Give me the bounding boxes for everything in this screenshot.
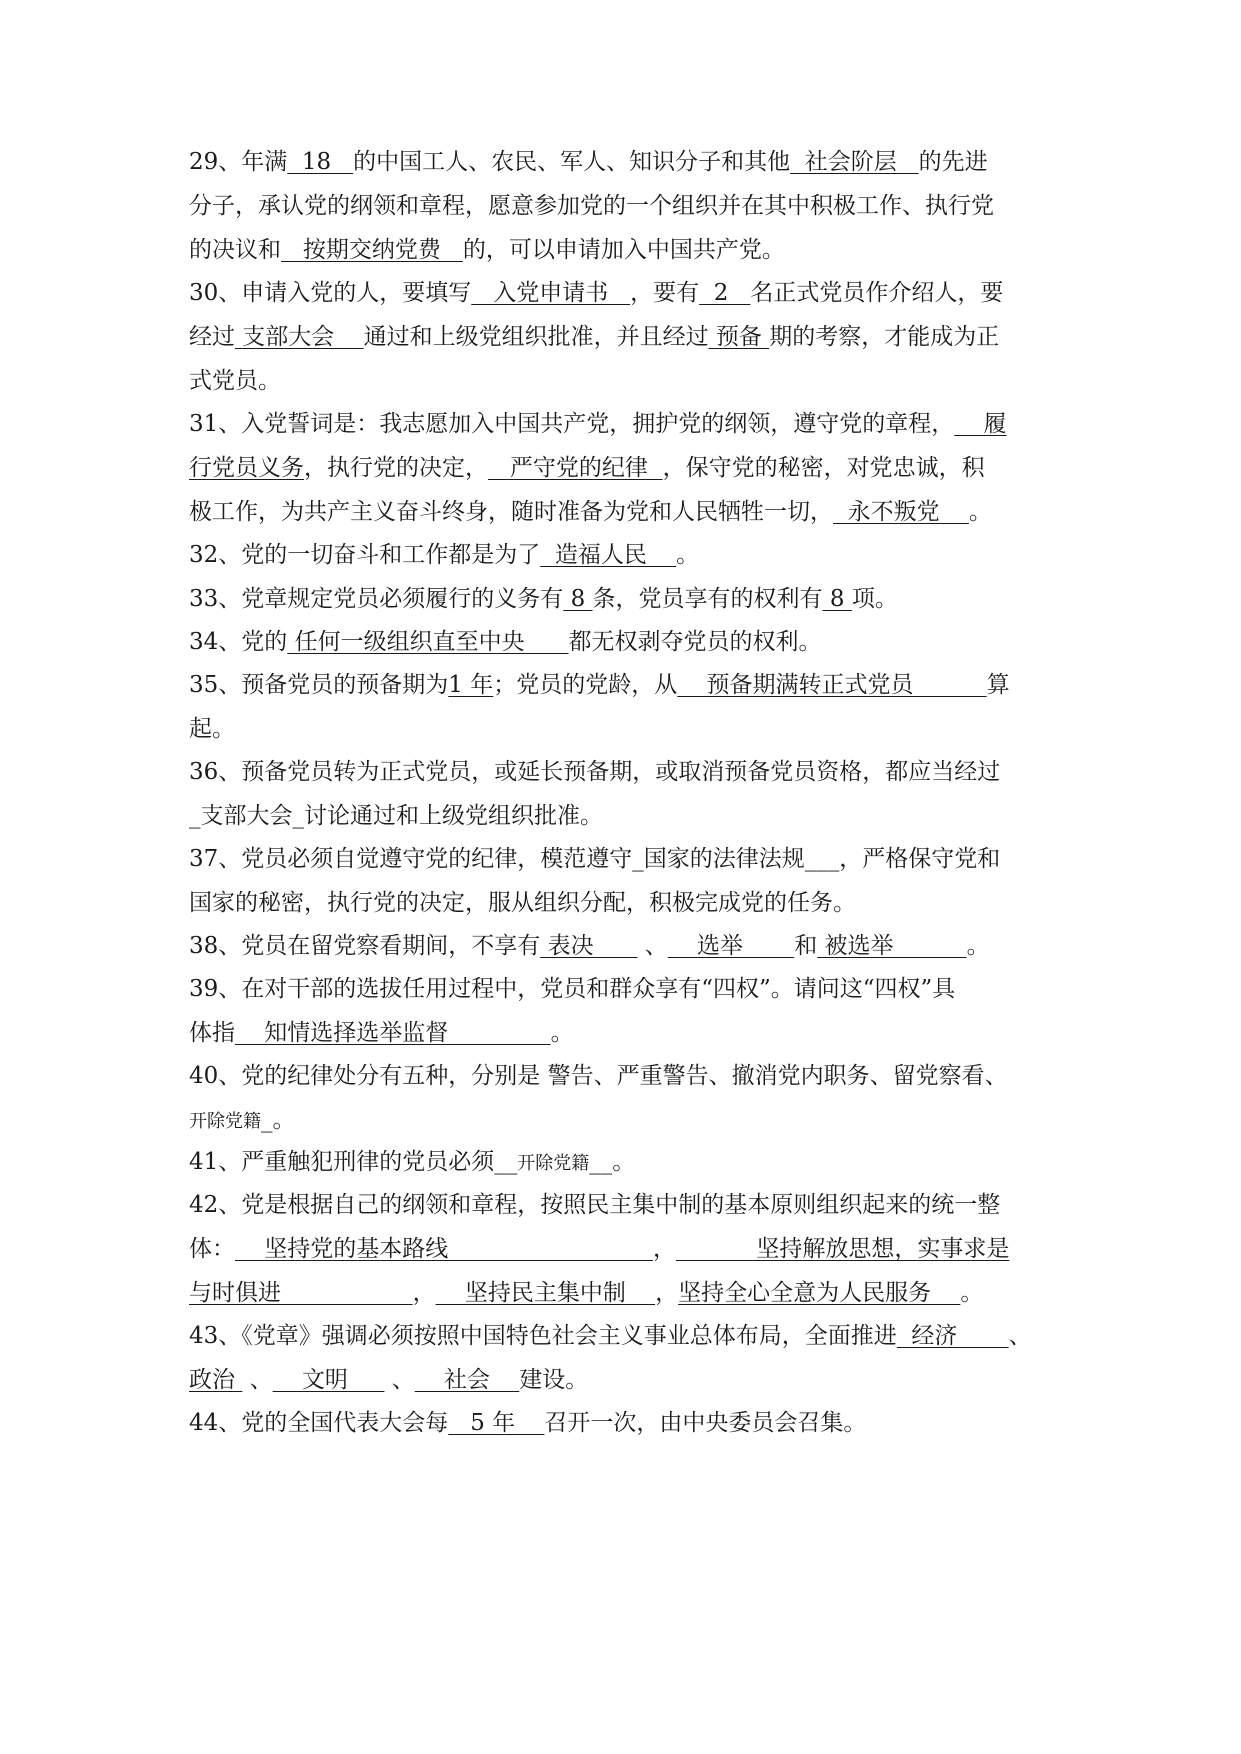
question-text: ， (412, 1280, 436, 1306)
question-text: 44、党的全国代表大会每 (189, 1410, 449, 1436)
question-text: 开除党籍 (189, 1111, 261, 1132)
question-line (189, 1363, 588, 1397)
question-text: 32、党的一切奋斗和工作都是为了 (189, 542, 541, 568)
question-line (189, 972, 955, 1006)
question-text: 。 (550, 1020, 574, 1046)
question-text: 41、严重触犯刑律的党员必须__ (189, 1149, 518, 1175)
question-text: 40、党的纪律处分有五种，分别是 警告、严重警告、撤消党内职务、留党察看、 (189, 1063, 1008, 1089)
question-text: 29、年满 (189, 149, 288, 175)
answer-blank: 行党员义务 (189, 455, 304, 481)
question-text: 期的考察，才能成为正 (769, 324, 1000, 350)
question-line (189, 755, 1000, 789)
question-text: 分子，承认党的纲领和章程，愿意参加党的一个组织并在其中积极工作、执行党 (189, 193, 994, 219)
question-line (189, 625, 821, 659)
question-text: 36、预备党员转为正式党员，或延长预备期，或取消预备党员资格，都应当经过 (189, 759, 1001, 785)
question-text: 经过 (189, 324, 235, 350)
question-line (189, 233, 785, 267)
question-text: 。 (676, 542, 700, 568)
question-line (189, 799, 603, 833)
question-text: 体指 (189, 1020, 235, 1046)
answer-blank: 1 年 (448, 672, 494, 698)
question-line (189, 929, 990, 963)
question-text: 42、党是根据自己的纲领和章程，按照民主集中制的基本原则组织起来的统一整 (189, 1192, 1001, 1218)
question-line (189, 1276, 983, 1310)
question-line (189, 538, 699, 572)
answer-blank: 严守党的纪律 (488, 455, 663, 481)
question-text: 的决议和 (189, 237, 281, 263)
question-line (189, 1319, 1032, 1353)
question-text: ，保守党的秘密，对党忠诚，积 (662, 455, 985, 481)
question-line (189, 189, 994, 223)
answer-blank: 支部大会 (235, 324, 364, 350)
question-line (189, 407, 1007, 441)
question-line (189, 364, 281, 398)
question-text: 。 (960, 1280, 984, 1306)
question-line (189, 886, 856, 920)
question-text: 条，党员享有的权利有 (592, 586, 823, 612)
question-text: 名正式党员作介绍人，要 (750, 280, 1004, 306)
question-text: 算 (986, 672, 1010, 698)
question-text: _支部大会_讨论通过和上级党组织批准。 (189, 803, 603, 829)
answer-blank: 社会 (414, 1367, 520, 1393)
answer-blank: 社会阶层 (790, 149, 919, 175)
answer-blank: 预备 (708, 324, 770, 350)
answer-blank: 任何一级组织直至中央 (287, 629, 569, 655)
question-text: 极工作，为共产主义奋斗终身，随时准备为党和人民牺牲一切， (189, 499, 833, 525)
question-line (189, 668, 1010, 702)
question-text: ，要有 (630, 280, 700, 306)
question-text: 31、入党誓词是：我志愿加入中国共产党，拥护党的纲领，遵守党的章程， (189, 411, 955, 437)
question-text: 的先进 (918, 149, 988, 175)
question-text: 体： (189, 1236, 235, 1262)
question-text: ， (655, 1280, 679, 1306)
question-text: 、 (242, 1367, 273, 1393)
question-text: 34、党的 (189, 629, 288, 655)
question-text: 通过和上级党组织批准，并且经过 (363, 324, 709, 350)
question-line (189, 1406, 866, 1440)
question-text: 起。 (189, 716, 235, 742)
answer-blank: 知情选择选举监督 (235, 1020, 551, 1046)
answer-blank: 5 年 (448, 1410, 545, 1436)
answer-blank: 文明 (272, 1367, 385, 1393)
answer-blank: 选举 (667, 933, 795, 959)
question-text: 。 (966, 933, 990, 959)
answer-blank: 2 (699, 280, 751, 306)
answer-blank: 8 (822, 586, 852, 612)
answer-blank: 被选举 (817, 933, 967, 959)
question-text: 30、申请入党的人，要填写 (189, 280, 472, 306)
answer-blank: 18 (287, 149, 354, 175)
question-line (189, 451, 985, 485)
answer-blank: 造福人民 (540, 542, 677, 568)
answer-blank: 8 (563, 586, 593, 612)
answer-blank: 表决 (540, 933, 638, 959)
question-text: ；党员的党龄，从 (493, 672, 678, 698)
question-text: 都无权剥夺党员的权利。 (568, 629, 822, 655)
question-line (189, 495, 992, 529)
question-line (189, 1059, 1008, 1093)
question-line (189, 1232, 1009, 1266)
question-text: __。 (589, 1149, 636, 1175)
question-line (189, 712, 235, 746)
question-line (189, 145, 988, 179)
question-text: 、 (637, 933, 668, 959)
answer-blank: 履 (954, 411, 1007, 437)
answer-blank: 按期交纳党费 (281, 237, 463, 263)
question-text: 的，可以申请加入中国共产党。 (462, 237, 785, 263)
question-text: 和 (794, 933, 818, 959)
question-line (189, 1016, 574, 1050)
question-text: 35、预备党员的预备期为 (189, 672, 449, 698)
answer-blank: 经济 (896, 1323, 1009, 1349)
answer-blank: 入党申请书 (471, 280, 631, 306)
question-text: 38、党员在留党察看期间，不享有 (189, 933, 541, 959)
question-text: 召开一次，由中央委员会召集。 (544, 1410, 867, 1436)
question-line (189, 1103, 296, 1137)
question-text: 国家的秘密，执行党的决定，服从组织分配，积极完成党的任务。 (189, 890, 856, 916)
answer-blank: 坚持解放思想，实事求是 (675, 1236, 1010, 1262)
question-text: 建设。 (519, 1367, 589, 1393)
question-line (189, 1188, 1000, 1222)
question-line (189, 1145, 635, 1179)
question-line (189, 320, 999, 354)
question-text: 、 (384, 1367, 415, 1393)
question-line (189, 582, 898, 616)
question-text: 39、在对干部的选拔任用过程中，党员和群众享有“四权”。请问这“四权”具 (189, 976, 956, 1002)
question-line (189, 276, 1003, 310)
answer-blank: 坚持党的基本路线 (235, 1236, 653, 1262)
answer-blank: 坚持民主集中制 (435, 1280, 656, 1306)
question-text: 43、《党章》强调必须按照中国特色社会主义事业总体布局，全面推进 (189, 1323, 897, 1349)
answer-blank: 预备期满转正式党员 (677, 672, 987, 698)
question-text: 37、党员必须自觉遵守党的纪律，模范遵守_国家的法律法规___，严格保守党和 (189, 846, 1001, 872)
question-text: 的中国工人、农民、军人、知识分子和其他 (353, 149, 791, 175)
answer-blank: 永不叛党 (833, 499, 969, 525)
question-text: 开除党籍 (517, 1153, 590, 1174)
question-text: ，执行党的决定， (304, 455, 488, 481)
answer-blank: 与时俱进 (189, 1280, 413, 1306)
question-text: ， (652, 1236, 676, 1262)
answer-blank: 政治 (189, 1367, 243, 1393)
question-text: 式党员。 (189, 368, 281, 394)
question-text: 项。 (851, 586, 898, 612)
question-text: 33、党章规定党员必须履行的义务有 (189, 586, 564, 612)
answer-blank: 坚持全心全意为人民服务 (678, 1280, 961, 1306)
question-text: 、 (1008, 1323, 1032, 1349)
question-line (189, 842, 1000, 876)
question-text: _。 (261, 1107, 296, 1133)
question-text: 。 (968, 499, 992, 525)
